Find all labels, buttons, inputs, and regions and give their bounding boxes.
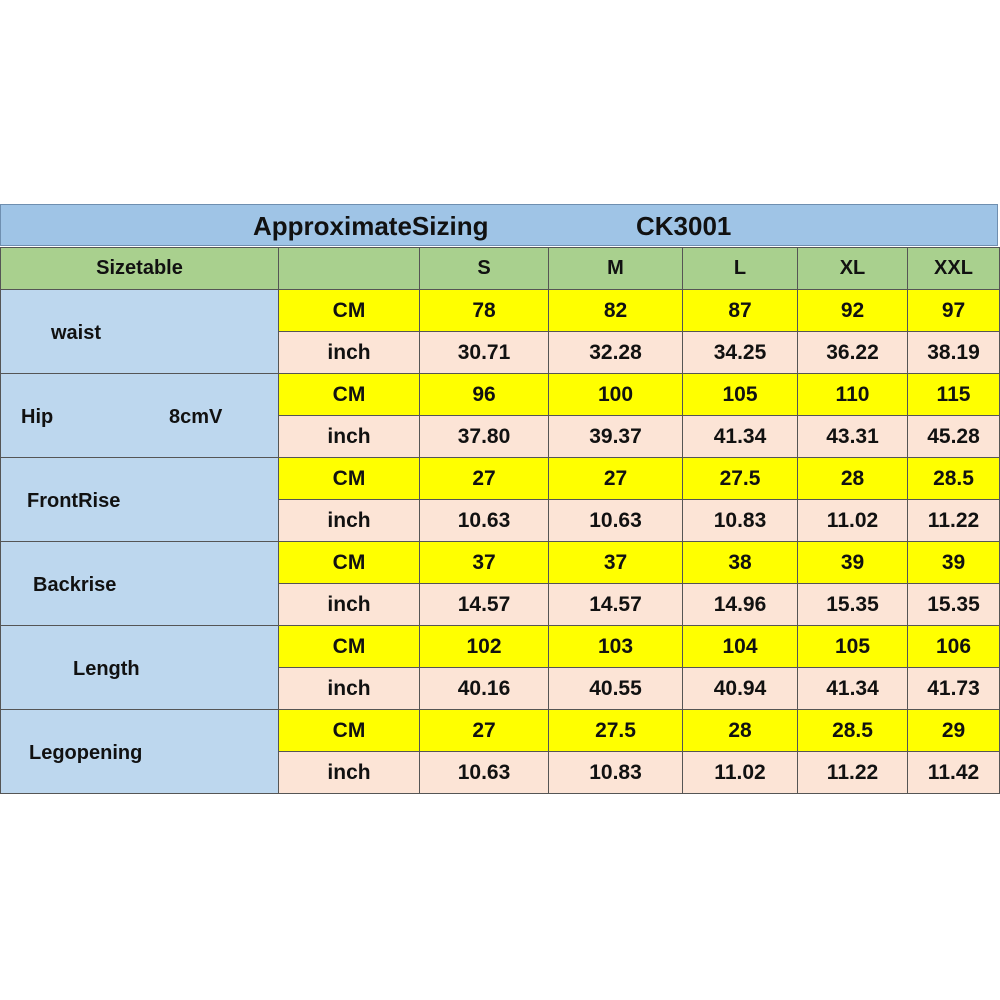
unit-cm: CM	[279, 290, 420, 332]
value-inch-cell: 41.73	[908, 668, 1000, 710]
measurement-row-cm	[1, 374, 1000, 416]
value-inch-cell: 34.25	[683, 332, 798, 374]
measurement-label: Legopening	[29, 742, 143, 764]
value-cm-cell: 39	[798, 542, 908, 584]
measurement-label-cell	[1, 626, 279, 710]
product-code: CK3001	[636, 211, 732, 241]
size-header-s: S	[420, 248, 549, 290]
value-cm-cell: 37	[549, 542, 683, 584]
measurement-row-cm	[1, 542, 1000, 584]
value-inch-cell: 10.63	[420, 500, 549, 542]
size-chart	[0, 204, 1000, 795]
value-cm-cell: 110	[798, 374, 908, 416]
value-inch-cell: 14.57	[549, 584, 683, 626]
value-inch-cell: 15.35	[798, 584, 908, 626]
unit-inch: inch	[279, 584, 420, 626]
value-cm-cell: 37	[420, 542, 549, 584]
value-cm-cell: 27	[420, 458, 549, 500]
unit-inch: inch	[279, 500, 420, 542]
value-cm-cell: 28.5	[798, 710, 908, 752]
value-cm-cell: 103	[549, 626, 683, 668]
value-cm-cell: 38	[683, 542, 798, 584]
measurement-row-cm	[1, 626, 1000, 668]
chart-title: ApproximateSizing	[253, 211, 489, 241]
value-cm-cell: 115	[908, 374, 1000, 416]
value-inch-cell: 11.02	[683, 752, 798, 794]
value-cm-cell: 82	[549, 290, 683, 332]
measurement-label: Backrise	[33, 574, 117, 596]
value-inch-cell: 36.22	[798, 332, 908, 374]
value-inch-cell: 30.71	[420, 332, 549, 374]
unit-cm: CM	[279, 542, 420, 584]
size-header-l: L	[683, 248, 798, 290]
corner-label: Sizetable	[1, 248, 279, 290]
unit-header-cell	[279, 248, 420, 290]
value-inch-cell: 40.16	[420, 668, 549, 710]
value-cm-cell: 27	[420, 710, 549, 752]
unit-inch: inch	[279, 668, 420, 710]
value-cm-cell: 27.5	[683, 458, 798, 500]
value-inch-cell: 11.42	[908, 752, 1000, 794]
value-cm-cell: 27.5	[549, 710, 683, 752]
value-cm-cell: 29	[908, 710, 1000, 752]
value-cm-cell: 92	[798, 290, 908, 332]
value-cm-cell: 105	[683, 374, 798, 416]
measurement-label-cell	[1, 458, 279, 542]
value-inch-cell: 10.83	[549, 752, 683, 794]
value-cm-cell: 104	[683, 626, 798, 668]
value-inch-cell: 39.37	[549, 416, 683, 458]
value-cm-cell: 96	[420, 374, 549, 416]
size-header-m: M	[549, 248, 683, 290]
measurement-label: waist	[51, 322, 102, 344]
measurement-row-cm	[1, 710, 1000, 752]
unit-cm: CM	[279, 710, 420, 752]
value-cm-cell: 78	[420, 290, 549, 332]
measurement-note: 8cmV	[169, 406, 223, 428]
value-inch-cell: 32.28	[549, 332, 683, 374]
measurement-row-cm	[1, 458, 1000, 500]
measurement-label-cell	[1, 710, 279, 794]
value-cm-cell: 27	[549, 458, 683, 500]
unit-cm: CM	[279, 374, 420, 416]
size-table	[0, 247, 1000, 794]
value-cm-cell: 87	[683, 290, 798, 332]
value-inch-cell: 41.34	[683, 416, 798, 458]
measurement-label-cell	[1, 542, 279, 626]
value-cm-cell: 106	[908, 626, 1000, 668]
title-bar	[0, 204, 998, 246]
value-inch-cell: 11.22	[908, 500, 1000, 542]
value-inch-cell: 10.63	[549, 500, 683, 542]
measurement-row-cm	[1, 290, 1000, 332]
value-cm-cell: 39	[908, 542, 1000, 584]
unit-cm: CM	[279, 458, 420, 500]
value-cm-cell: 102	[420, 626, 549, 668]
value-cm-cell: 100	[549, 374, 683, 416]
value-inch-cell: 11.02	[798, 500, 908, 542]
value-inch-cell: 40.94	[683, 668, 798, 710]
measurement-label: FrontRise	[27, 490, 121, 512]
unit-inch: inch	[279, 416, 420, 458]
value-inch-cell: 40.55	[549, 668, 683, 710]
measurement-label-cell	[1, 290, 279, 374]
size-header-xl: XL	[798, 248, 908, 290]
value-inch-cell: 38.19	[908, 332, 1000, 374]
size-header-xxl: XXL	[908, 248, 1000, 290]
unit-cm: CM	[279, 626, 420, 668]
header-row	[1, 248, 1000, 290]
unit-inch: inch	[279, 332, 420, 374]
value-cm-cell: 97	[908, 290, 1000, 332]
measurement-label: Length	[73, 658, 140, 680]
value-inch-cell: 41.34	[798, 668, 908, 710]
value-inch-cell: 10.63	[420, 752, 549, 794]
value-inch-cell: 43.31	[798, 416, 908, 458]
value-inch-cell: 11.22	[798, 752, 908, 794]
value-inch-cell: 45.28	[908, 416, 1000, 458]
value-inch-cell: 15.35	[908, 584, 1000, 626]
value-inch-cell: 10.83	[683, 500, 798, 542]
value-cm-cell: 105	[798, 626, 908, 668]
measurement-label: Hip	[21, 406, 54, 428]
value-cm-cell: 28.5	[908, 458, 1000, 500]
value-cm-cell: 28	[798, 458, 908, 500]
value-inch-cell: 37.80	[420, 416, 549, 458]
measurement-label-cell	[1, 374, 279, 458]
value-inch-cell: 14.96	[683, 584, 798, 626]
value-inch-cell: 14.57	[420, 584, 549, 626]
value-cm-cell: 28	[683, 710, 798, 752]
unit-inch: inch	[279, 752, 420, 794]
